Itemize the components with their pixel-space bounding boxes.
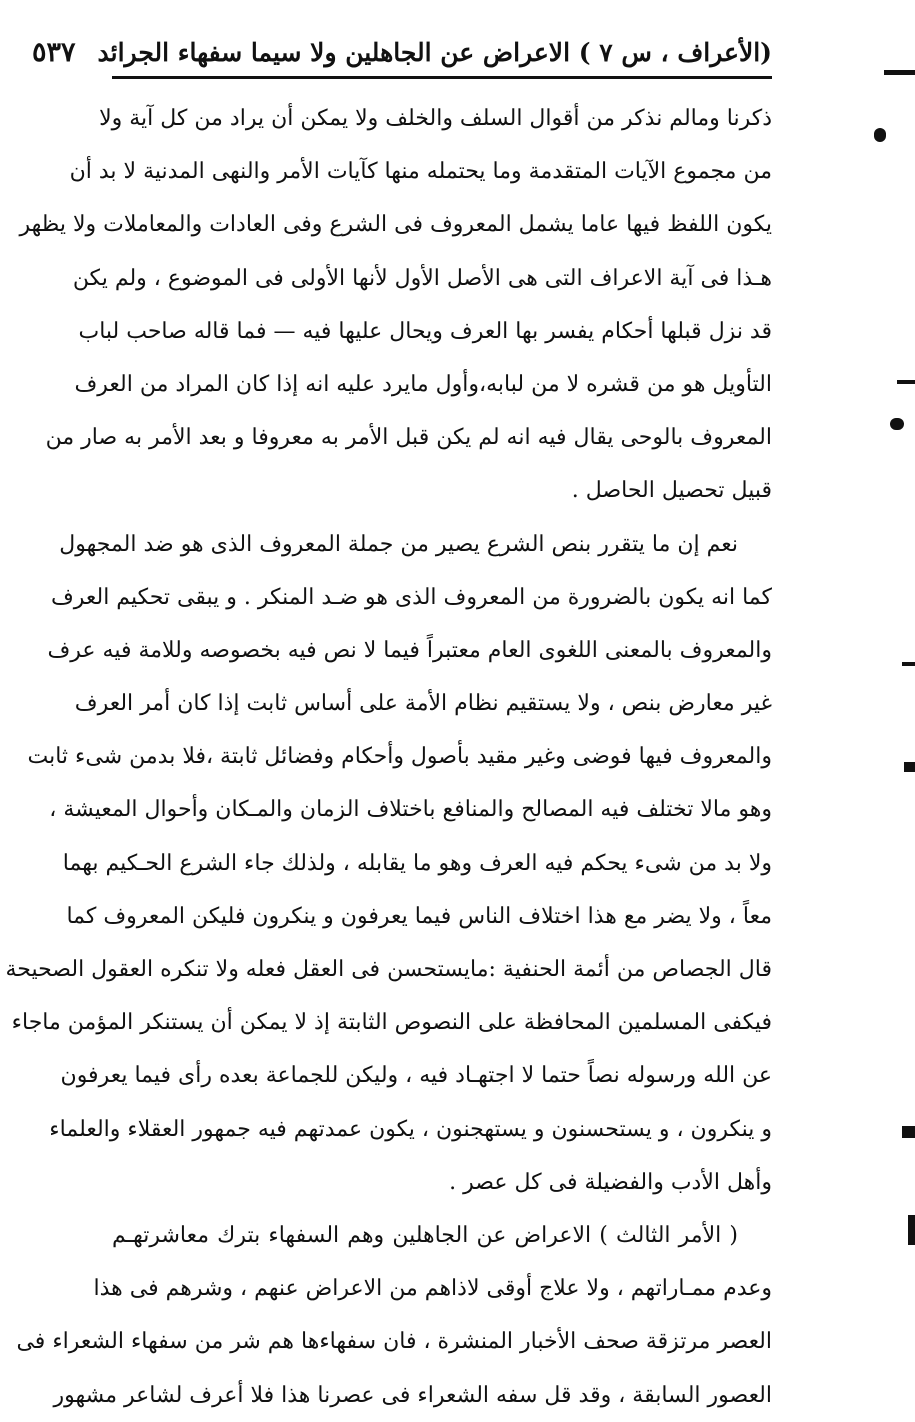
scan-mark — [908, 1215, 915, 1245]
scan-mark — [874, 128, 886, 142]
text-line: فيكفى المسلمين المحافظة على النصوص الثابتة إذ لا يمكن أن يستنكر المؤمن ماجاء — [11, 1010, 772, 1036]
text-line: العصور السابقة ، وقد قل سفه الشعراء فى عصرنا هذا فلا أعرف لشاعر مشهور — [53, 1382, 772, 1408]
text-line: وعدم ممـاراتهم ، ولا علاج أوقى لاذاهم من الاعراض عنهم ، وشرهم فى هذا — [93, 1276, 772, 1302]
text-line: وهو مالا تختلف فيه المصالح والمنافع باختلاف الزمان والمـكان وأحوال المعيشة ، — [49, 797, 772, 823]
page-number: ٥٣٧ — [31, 36, 76, 68]
page-header — [31, 30, 772, 74]
text-line: عن الله ورسوله نصاً حتما لا اجتهـاد فيه ، وليكن للجماعة بعده رأى فيما يعرفون — [60, 1063, 772, 1089]
text-line: ولا بد من شىء يحكم فيه العرف وهو ما يقابله ، ولذلك جاء الشرع الحـكيم بهما — [62, 850, 772, 876]
text-line: ذكرنا ومالم نذكر من أقوال السلف والخلف ولا يمكن أن يراد من كل آية ولا — [99, 106, 772, 131]
text-line: التأويل هو من قشره لا من لبابه،وأول مايرد عليه انه إذا كان المراد من العرف — [74, 371, 772, 397]
scan-mark — [897, 380, 915, 384]
paragraph-start-line: نعم إن ما يتقرر بنص الشرع يصير من جملة المعروف الذى هو ضد المجهول — [59, 531, 738, 557]
scan-mark — [902, 1126, 915, 1138]
text-line: قبيل تحصيل الحاصل . — [571, 478, 772, 504]
scan-mark — [884, 70, 915, 75]
text-line: والمعروف بالمعنى اللغوى العام معتبراً فيما لا نص فيه بخصوصه وللامة فيه عرف — [47, 637, 772, 663]
scan-mark — [890, 418, 904, 430]
text-line: من مجموع الآيات المتقدمة وما يحتمله منها كآيات الأمر والنهى المدنية لا بد أن — [69, 159, 772, 185]
text-line: كما انه يكون بالضرورة من المعروف الذى هو ضـد المنكر . و يبقى تحكيم العرف — [50, 584, 772, 610]
text-line: هـذا فى آية الاعراف التى هى الأصل الأول لأنها الأولى فى الموضوع ، ولم يكن — [72, 265, 772, 291]
header-rule — [112, 76, 772, 79]
text-line: و ينكرون ، و يستحسنون و يستهجنون ، يكون عمدتهم فيه جمهور العقلاء والعلماء — [49, 1116, 772, 1142]
running-title: (الأعراف ، س ٧ ) الاعراض عن الجاهلين ولا سيما سفهاء الجرائد — [97, 37, 772, 67]
text-line: والمعروف فيها فوضى وغير مقيد بأصول وأحكام وفضائل ثابتة ،فلا بدمن شىء ثابت — [27, 744, 772, 770]
text-line: يكون اللفظ فيها عاما يشمل المعروف فى الشرع وفى العادات والمعاملات ولا يظهر — [19, 212, 772, 238]
scan-mark — [904, 762, 915, 772]
text-line: العصر مرتزقة صحف الأخبار المنشرة ، فان سفهاءها هم شر من سفهاء الشعراء فى — [16, 1329, 772, 1355]
text-line: المعروف بالوحى يقال فيه انه لم يكن قبل الأمر به معروفا و بعد الأمر به صار من — [45, 425, 772, 451]
paragraph-start-line: ( الأمر الثالث ) الاعراض عن الجاهلين وهم السفهاء بترك معاشرتهـم — [112, 1222, 738, 1248]
text-line: قال الجصاص من أئمة الحنفية :مايستحسن فى العقل فعله ولا تنكره العقول الصحيحة — [5, 957, 772, 982]
text-line: وأهل الأدب والفضيلة فى كل عصر . — [449, 1169, 772, 1195]
scan-mark — [902, 662, 915, 666]
text-line: غير معارض بنص ، ولا يستقيم نظام الأمة على أساس ثابت إذا كان أمر العرف — [74, 691, 772, 717]
body-text — [5, 92, 772, 1422]
text-line: قد نزل قبلها أحكام يفسر بها العرف ويحال عليها فيه — فما قاله صاحب لباب — [78, 318, 772, 344]
text-line: معاً ، ولا يضر مع هذا اختلاف الناس فيما يعرفون و ينكرون فليكن المعروف كما — [66, 903, 772, 929]
